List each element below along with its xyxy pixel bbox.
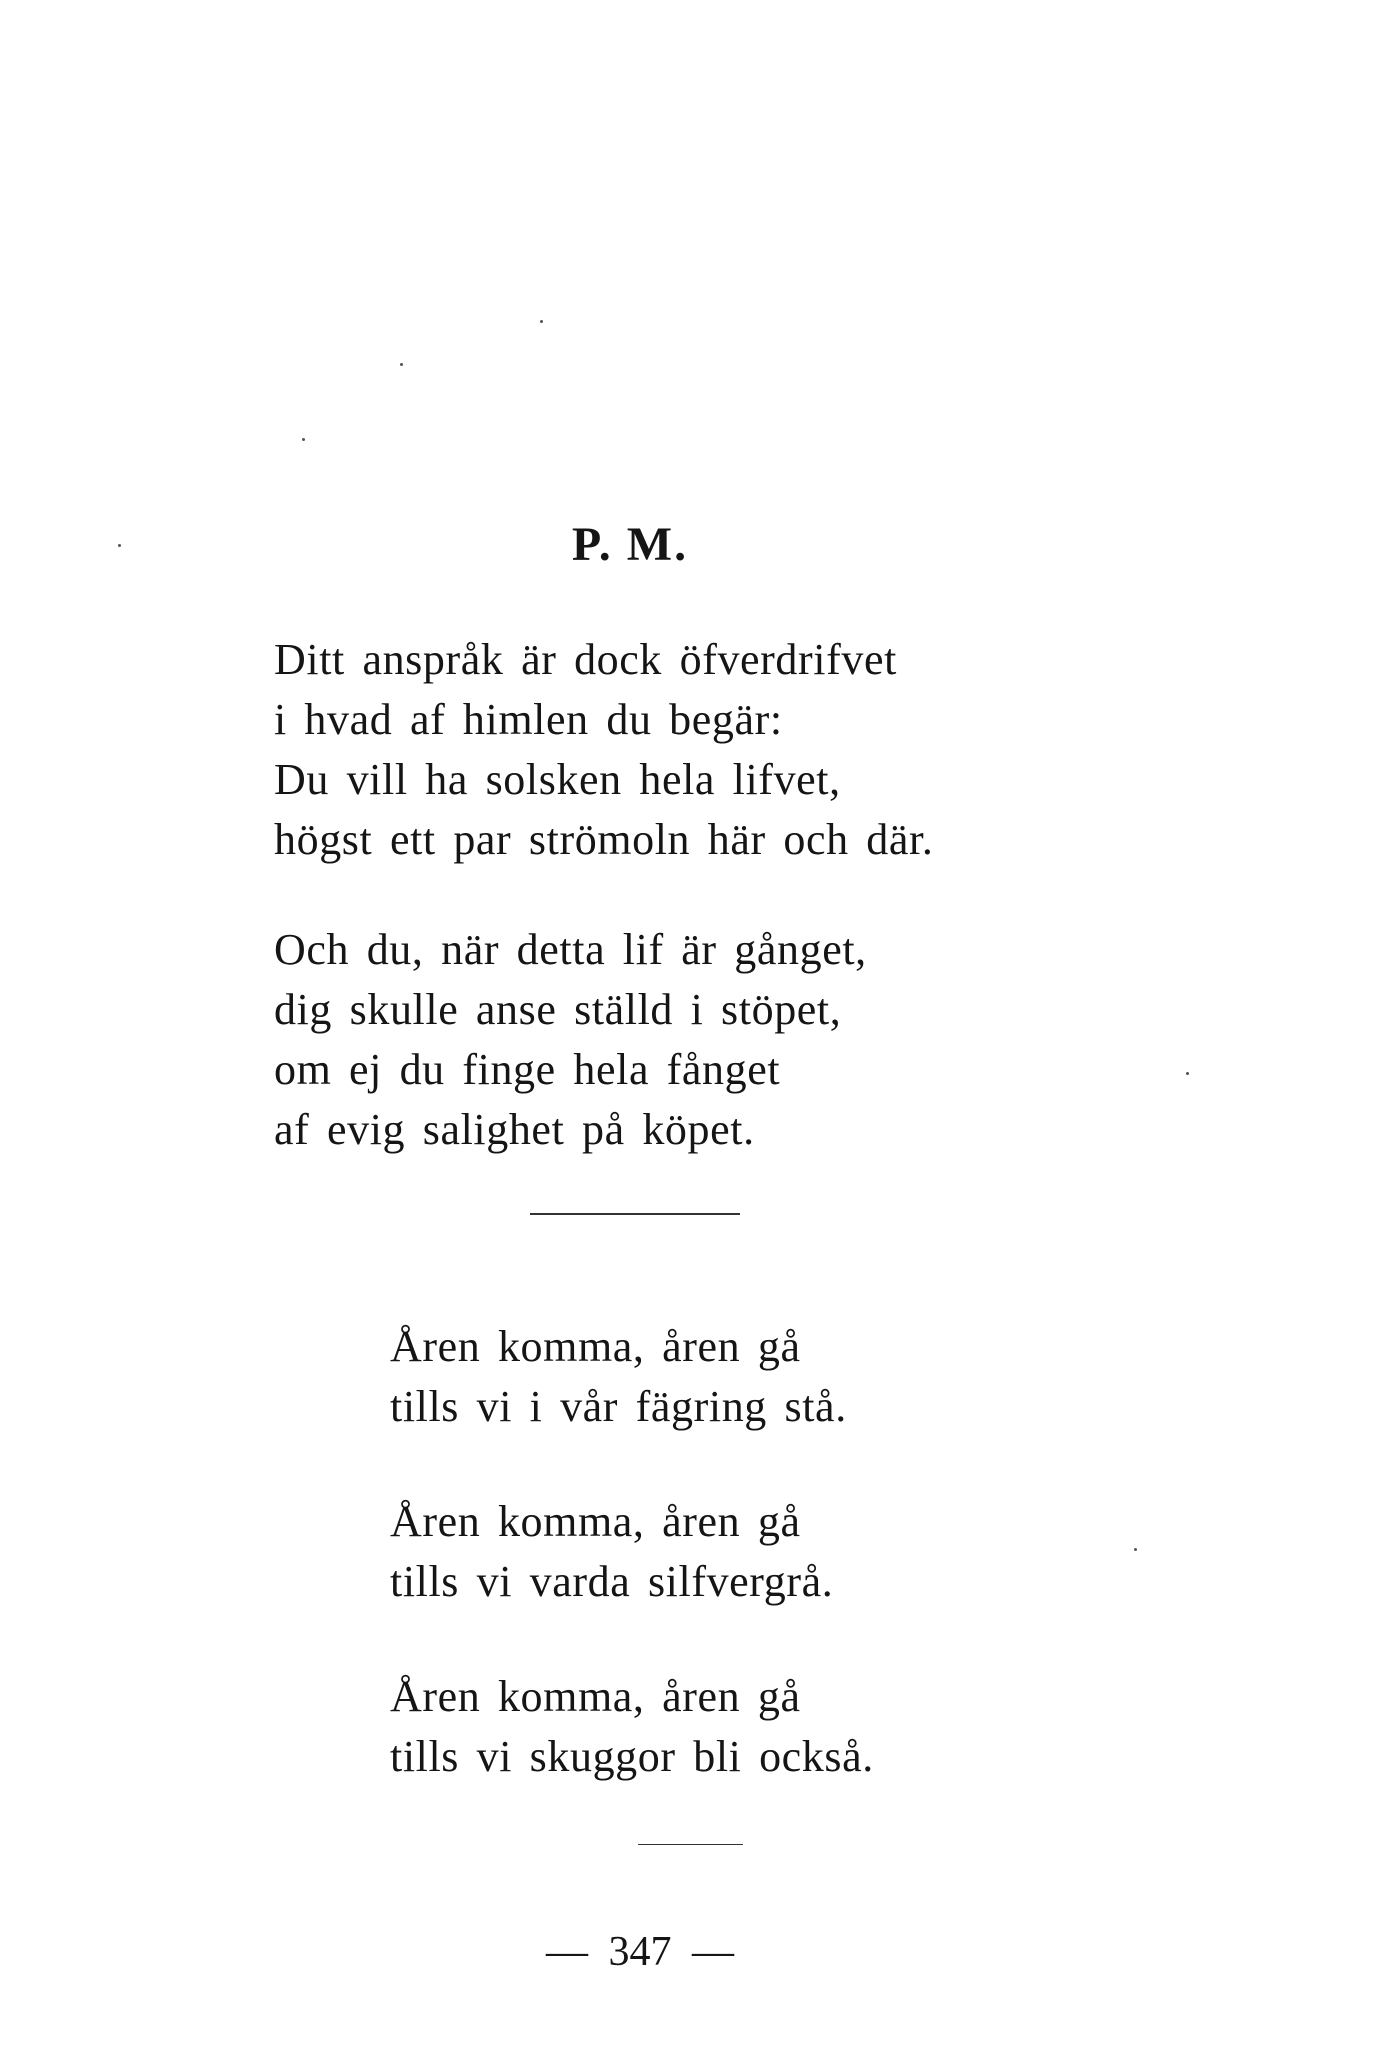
verse-line: tills vi i vår fägring stå. <box>390 1382 847 1431</box>
poem-2-stanza-1 <box>390 1317 847 1437</box>
print-speck <box>302 438 305 441</box>
poem-1-stanza-2 <box>274 920 867 1160</box>
verse-line: Åren komma, åren gå <box>390 1497 801 1546</box>
poem-title: P. M. <box>571 518 689 571</box>
verse-line: tills vi skuggor bli också. <box>390 1732 874 1781</box>
verse-line: dig skulle anse ställd i stöpet, <box>274 985 842 1034</box>
verse-line: tills vi varda silfvergrå. <box>390 1557 834 1606</box>
verse-line: Åren komma, åren gå <box>390 1672 801 1721</box>
section-divider <box>530 1213 740 1215</box>
verse-line: af evig salighet på köpet. <box>274 1105 755 1154</box>
print-speck <box>1186 1072 1189 1075</box>
page-number: — 347 — <box>546 1929 734 1975</box>
verse-line: Och du, när detta lif är gånget, <box>274 925 867 974</box>
print-speck <box>540 320 543 323</box>
verse-line: i hvad af himlen du begär: <box>274 695 783 744</box>
verse-line: Ditt anspråk är dock öfverdrifvet <box>274 635 897 684</box>
verse-line: högst ett par strömoln här och där. <box>274 815 934 864</box>
end-divider <box>638 1844 743 1845</box>
verse-line: om ej du finge hela fånget <box>274 1045 781 1094</box>
print-speck <box>1134 1548 1137 1551</box>
print-speck <box>118 544 121 547</box>
poem-1-stanza-1 <box>274 630 933 870</box>
verse-line: Du vill ha solsken hela lifvet, <box>274 755 841 804</box>
print-speck <box>400 363 403 366</box>
poem-2-stanza-3 <box>390 1667 874 1787</box>
poem-2-stanza-2 <box>390 1492 833 1612</box>
verse-line: Åren komma, åren gå <box>390 1322 801 1371</box>
